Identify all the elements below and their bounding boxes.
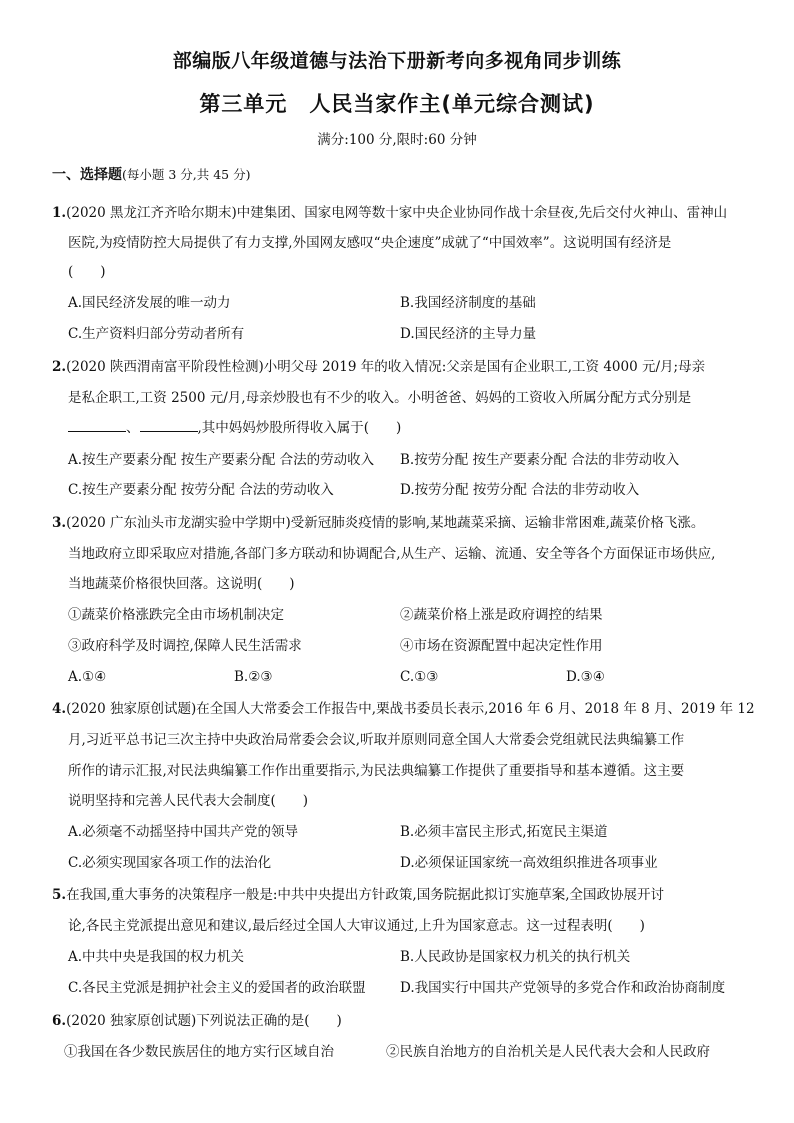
q3-line3: 当地蔬菜价格很快回落。这说明( ): [68, 576, 295, 592]
q1-option-c[interactable]: C.生产资料归部分劳动者所有: [68, 326, 245, 342]
q5-option-b[interactable]: B.人民政协是国家权力机关的执行机关: [400, 949, 631, 965]
q3-statement-3: ③政府科学及时调控,保障人民生活需求: [68, 638, 302, 654]
q3-number: 3.: [52, 515, 67, 531]
q3-statement-4: ④市场在资源配置中起决定性作用: [400, 638, 603, 654]
q3-statement-2: ②蔬菜价格上涨是政府调控的结果: [400, 607, 603, 623]
unit-title: 第三单元 人民当家作主(单元综合测试): [199, 92, 595, 116]
q3-statement-1: ①蔬菜价格涨跌完全由市场机制决定: [68, 607, 284, 623]
q4-option-b[interactable]: B.必须丰富民主形式,拓宽民主渠道: [400, 824, 608, 840]
q6-line1: 6.(2020 独家原创试题)下列说法正确的是( ): [52, 1013, 342, 1029]
q4-option-a[interactable]: A.必须毫不动摇坚持中国共产党的领导: [68, 824, 299, 840]
q4-number: 4.: [52, 701, 67, 717]
q3-line2: 当地政府立即采取应对措施,各部门多方联动和协调配合,从生产、运输、流通、安全等各个方面保证市场供应,: [68, 546, 716, 562]
q3-option-c[interactable]: C.①③: [400, 669, 439, 685]
q2-blank-2[interactable]: [140, 419, 198, 432]
q2-option-c[interactable]: C.按生产要素分配 按劳分配 合法的劳动收入: [68, 482, 334, 498]
q1-line3: ( ): [68, 264, 106, 280]
q2-line1: 2.(2020 陕西渭南富平阶段性检测)小明父母 2019 年的收入情况:父亲是国有企业职工,工资 4000 元/月;母亲: [52, 359, 706, 375]
q2-option-b[interactable]: B.按劳分配 按生产要素分配 合法的非劳动收入: [400, 452, 680, 468]
q1-option-a[interactable]: A.国民经济发展的唯一动力: [68, 295, 231, 311]
q4-line3: 所作的请示汇报,对民法典编纂工作作出重要指示,为民法典编纂工作提供了重要指导和基本遵循。这主要: [68, 763, 685, 779]
q1-line1: 1.(2020 黑龙江齐齐哈尔期末)中建集团、国家电网等数十家中央企业协同作战十余昼夜,先后交付火神山、雷神山: [52, 205, 728, 221]
q1-option-b[interactable]: B.我国经济制度的基础: [400, 295, 536, 311]
q6-statement-1: ①我国在各少数民族居住的地方实行区域自治: [64, 1044, 334, 1060]
q2-option-d[interactable]: D.按劳分配 按劳分配 合法的非劳动收入: [400, 482, 640, 498]
q5-option-d[interactable]: D.我国实行中国共产党领导的多党合作和政治协商制度: [400, 980, 726, 996]
q3-option-d[interactable]: D.③④: [566, 669, 605, 685]
q1-line2: 医院,为疫情防控大局提供了有力支撑,外国网友感叹“央企速度”成就了“中国效率”。这说明国有经济是: [68, 235, 672, 251]
q5-line2: 论,各民主党派提出意见和建议,最后经过全国人大审议通过,上升为国家意志。这一过程表明( ): [68, 918, 645, 934]
q5-line1: 5.在我国,重大事务的决策程序一般是:中共中央提出方针政策,国务院据此拟订实施草案,全国政协展开讨: [52, 887, 665, 903]
q2-number: 2.: [52, 359, 67, 375]
q4-option-d[interactable]: D.必须保证国家统一高效组织推进各项事业: [400, 855, 658, 871]
q3-option-a[interactable]: A.①④: [68, 669, 107, 685]
section-note: (每小题 3 分,共 45 分): [122, 167, 251, 182]
q5-option-c[interactable]: C.各民主党派是拥护社会主义的爱国者的政治联盟: [68, 980, 366, 996]
q5-option-a[interactable]: A.中共中央是我国的权力机关: [68, 949, 245, 965]
series-title: 部编版八年级道德与法治下册新考向多视角同步训练: [172, 50, 622, 72]
q2-blank-1[interactable]: [68, 419, 126, 432]
q2-line2: 是私企职工,工资 2500 元/月,母亲炒股也有不少的收入。小明爸爸、妈妈的工资收入所属分配方式分别是: [68, 390, 692, 406]
q4-option-c[interactable]: C.必须实现国家各项工作的法治化: [68, 855, 272, 871]
q6-statement-2: ②民族自治地方的自治机关是人民代表大会和人民政府: [386, 1044, 710, 1060]
exam-info: 满分:100 分,限时:60 分钟: [317, 132, 477, 148]
q5-number: 5.: [52, 887, 67, 903]
section-heading: [52, 166, 752, 184]
q2-line3: 、 ,其中妈妈炒股所得收入属于( ): [68, 419, 768, 437]
q3-option-b[interactable]: B.②③: [234, 669, 273, 685]
q4-line4: 说明坚持和完善人民代表大会制度( ): [68, 793, 309, 809]
q2-option-a[interactable]: A.按生产要素分配 按生产要素分配 合法的劳动收入: [68, 452, 375, 468]
q1-option-d[interactable]: D.国民经济的主导力量: [400, 326, 537, 342]
q1-number: 1.: [52, 205, 67, 221]
q4-line1: 4.(2020 独家原创试题)在全国人大常委会工作报告中,栗战书委员长表示,2016 年 6 月、2018 年 8 月、2019 年 12: [52, 701, 755, 717]
section-title: 一、选择题: [52, 167, 122, 183]
q6-number: 6.: [52, 1013, 67, 1029]
q3-line1: 3.(2020 广东汕头市龙湖实验中学期中)受新冠肺炎疫情的影响,某地蔬菜采摘、运输非常困难,蔬菜价格飞涨。: [52, 515, 705, 531]
q4-line2: 月,习近平总书记三次主持中央政治局常委会会议,听取并原则同意全国人大常委会党组就民法典编纂工作: [68, 732, 685, 748]
